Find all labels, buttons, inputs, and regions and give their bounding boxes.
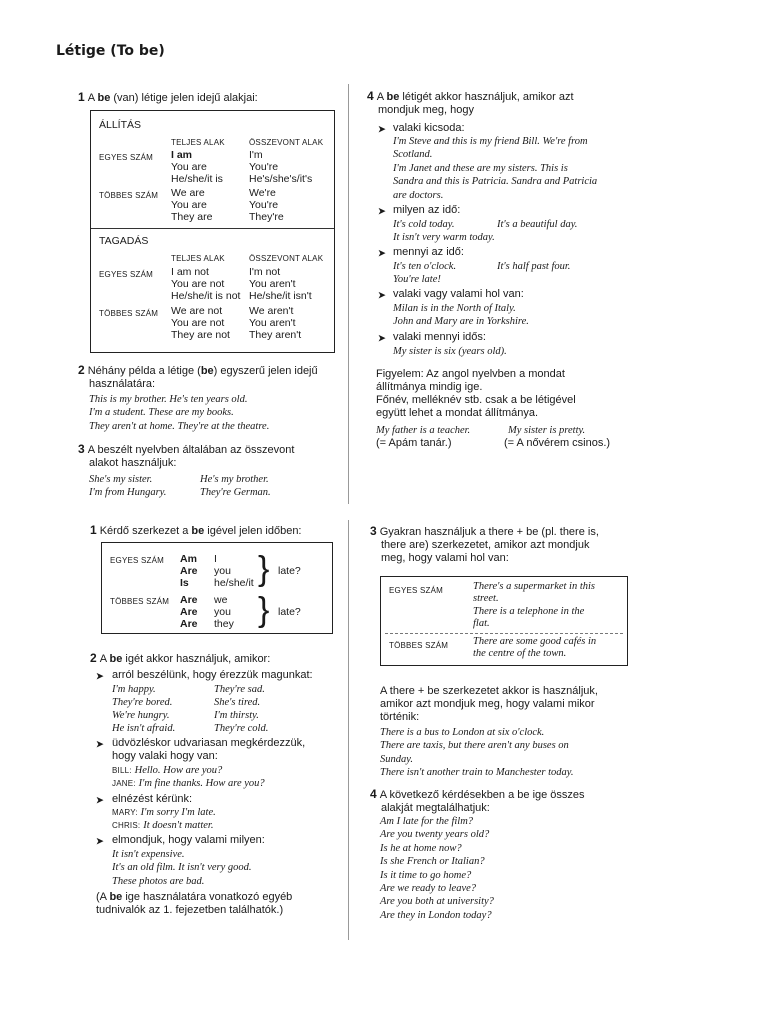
arrow-bullet-icon: ➤ bbox=[96, 836, 104, 846]
brace-icon: } bbox=[258, 591, 270, 629]
q2-dialog-mary: MARY: I'm sorry I'm late. bbox=[112, 807, 216, 818]
s4-b4: valaki vagy valami hol van: bbox=[393, 288, 524, 300]
q2-dialog-bill: BILL: Hello. How are you? bbox=[112, 765, 223, 776]
s4-b3-ex3: You're late! bbox=[393, 274, 441, 285]
section-1-heading: 1 A be (van) létige jelen idejű alakjai: bbox=[78, 90, 258, 104]
q3-t1b: the centre of the town. bbox=[473, 648, 567, 659]
neg-short-5: You aren't bbox=[249, 317, 296, 329]
question-section-3: 3 Gyakran használjuk a there + be (pl. there is, there are) szerkezetet, amikor azt mondjuk meg, hogy valami hol van: bbox=[370, 524, 599, 564]
table-divider bbox=[385, 633, 623, 634]
q1-plural-label: TÖBBES SZÁM bbox=[110, 597, 170, 606]
there-table bbox=[380, 576, 628, 666]
q2-b1-ex5: We're hungry. bbox=[112, 710, 170, 721]
arrow-bullet-icon: ➤ bbox=[378, 124, 386, 134]
question-section-4: 4 A következő kérdésekben a be ige összes alakját megtalálhatjuk: bbox=[370, 787, 585, 814]
q1-verb-4: Are bbox=[180, 594, 198, 606]
arrow-bullet-icon: ➤ bbox=[96, 795, 104, 805]
aff-short-4: We're bbox=[249, 187, 276, 199]
neg-short-4: We aren't bbox=[249, 305, 294, 317]
q2-b4-examples: It isn't expensive. It's an old film. It isn't very good. These photos are bad. bbox=[112, 849, 252, 887]
q2-b4: elmondjuk, hogy valami milyen: bbox=[112, 834, 265, 846]
q2-dialog-chris: CHRIS: It doesn't matter. bbox=[112, 820, 214, 831]
arrow-bullet-icon: ➤ bbox=[378, 290, 386, 300]
col-full-header-2: TELJES ALAK bbox=[171, 254, 225, 263]
affirmative-heading: ÁLLÍTÁS bbox=[99, 119, 142, 131]
s4-b3-ex1: It's ten o'clock. bbox=[393, 261, 457, 272]
figyelem-ex1: My father is a teacher. bbox=[376, 425, 471, 436]
negative-heading: TAGADÁS bbox=[99, 235, 149, 247]
neg-full-6: They are not bbox=[171, 329, 230, 341]
aff-short-5: You're bbox=[249, 199, 279, 211]
q1-verb-1: Am bbox=[180, 553, 197, 565]
section-3: 3 A beszélt nyelvben általában az összevont alakot használjuk: bbox=[78, 442, 295, 469]
neg-full-4: We are not bbox=[171, 305, 223, 317]
s4-b4-examples: Milan is in the North of Italy. John and Mary are in Yorkshire. bbox=[393, 303, 529, 328]
neg-short-3: He/she/it isn't bbox=[249, 290, 312, 302]
s4-b3-ex2: It's half past four. bbox=[497, 261, 571, 272]
note-figyelem: Figyelem: Az angol nyelvben a mondat állítmánya mindig ige. Főnév, melléknév stb. csak a be létigével együtt lehet a mondat állítmánya. bbox=[376, 368, 576, 419]
q1-verb-3: Is bbox=[180, 577, 189, 589]
s4-b2-ex2: It's a beautiful day. bbox=[497, 219, 578, 230]
q1-late-2: late? bbox=[278, 606, 301, 618]
aff-full-3: He/she/it is bbox=[171, 173, 223, 185]
q2-b1-ex4: She's tired. bbox=[214, 697, 261, 708]
q1-pron-3: he/she/it bbox=[214, 577, 254, 589]
col-short-header: ÖSSZEVONT ALAK bbox=[249, 138, 324, 147]
arrow-bullet-icon: ➤ bbox=[378, 206, 386, 216]
aff-full-5: You are bbox=[171, 199, 207, 211]
q1-verb-5: Are bbox=[180, 606, 198, 618]
q1-verb-2: Are bbox=[180, 565, 198, 577]
q2-b3: elnézést kérünk: bbox=[112, 793, 193, 805]
figyelem-tr1: (= Apám tanár.) bbox=[376, 437, 452, 449]
s4-b1-examples: I'm Steve and this is my friend Bill. We're from Scotland. I'm Janet and these are my sisters. This is Sandra and this is Patricia. Sandra and Patricia are doctors. bbox=[393, 136, 598, 201]
q1-singular-label: EGYES SZÁM bbox=[110, 556, 165, 565]
q2-b1-ex3: They're bored. bbox=[112, 697, 173, 708]
q3-singular-label: EGYES SZÁM bbox=[389, 586, 444, 595]
q2-dialog-jane: JANE: I'm fine thanks. How are you? bbox=[112, 778, 265, 789]
aff-short-1: I'm bbox=[249, 149, 263, 161]
arrow-bullet-icon: ➤ bbox=[378, 248, 386, 258]
s4-b5: valaki mennyi idős: bbox=[393, 331, 486, 343]
q1-late-1: late? bbox=[278, 565, 301, 577]
question-section-1: 1 Kérdő szerkezet a be igével jelen időben: bbox=[90, 523, 302, 537]
q1-pron-5: you bbox=[214, 606, 231, 618]
neg-full-5: You are not bbox=[171, 317, 225, 329]
column-divider-bottom bbox=[348, 520, 349, 940]
aff-short-3: He's/she's/it's bbox=[249, 173, 313, 185]
aff-full-6: They are bbox=[171, 211, 213, 223]
singular-label-2: EGYES SZÁM bbox=[99, 270, 154, 279]
col-full-header: TELJES ALAK bbox=[171, 138, 225, 147]
column-divider-top bbox=[348, 84, 349, 504]
aff-full-4: We are bbox=[171, 187, 205, 199]
aff-full-2: You are bbox=[171, 161, 207, 173]
s4-b2-ex3: It isn't very warm today. bbox=[393, 232, 495, 243]
q1-pron-4: we bbox=[214, 594, 228, 606]
q2-b1-ex7: He isn't afraid. bbox=[112, 723, 176, 734]
neg-full-3: He/she/it is not bbox=[171, 290, 241, 302]
plural-label: TÖBBES SZÁM bbox=[99, 191, 159, 200]
q2-b1: arról beszélünk, hogy érezzük magunkat: bbox=[112, 669, 313, 681]
s4-b2: milyen az idő: bbox=[393, 204, 461, 216]
s4-b1: valaki kicsoda: bbox=[393, 122, 465, 134]
s3-ex-1: She's my sister. bbox=[89, 474, 153, 485]
neg-full-1: I am not bbox=[171, 266, 209, 278]
q3-plural-label: TÖBBES SZÁM bbox=[389, 641, 449, 650]
figyelem-tr2: (= A nővérem csinos.) bbox=[504, 437, 611, 449]
there-examples: There is a bus to London at six o'clock. There are taxis, but there aren't any buses on Sunday. There isn't another train to Manchester today. bbox=[380, 727, 574, 779]
aff-short-2: You're bbox=[249, 161, 279, 173]
q3-t1: There are some good cafés in bbox=[473, 636, 597, 647]
q3-e1: There's a supermarket in this bbox=[473, 581, 596, 592]
col-short-header-2: ÖSSZEVONT ALAK bbox=[249, 254, 324, 263]
figyelem-ex2: My sister is pretty. bbox=[508, 425, 586, 436]
conjugation-table bbox=[90, 110, 335, 353]
arrow-bullet-icon: ➤ bbox=[378, 333, 386, 343]
singular-label: EGYES SZÁM bbox=[99, 153, 154, 162]
plural-label-2: TÖBBES SZÁM bbox=[99, 309, 159, 318]
aff-full-1: I am bbox=[171, 149, 193, 161]
s3-ex-4: They're German. bbox=[200, 487, 271, 498]
q2-b2: üdvözléskor udvariasan megkérdezzük, hogy valaki hogy van: bbox=[112, 737, 306, 762]
aff-short-6: They're bbox=[249, 211, 284, 223]
neg-short-1: I'm not bbox=[249, 266, 281, 278]
arrow-bullet-icon: ➤ bbox=[96, 671, 104, 681]
table-divider bbox=[91, 228, 334, 229]
q3-e1b: street. bbox=[473, 593, 499, 604]
neg-short-6: They aren't bbox=[249, 329, 302, 341]
neg-short-2: You aren't bbox=[249, 278, 296, 290]
q2-b1-ex6: I'm thirsty. bbox=[214, 710, 259, 721]
q3-e2: There is a telephone in the bbox=[473, 606, 585, 617]
section-2: 2 Néhány példa a létige (be) egyszerű jelen idejű használatára: This is my brother. He's ten years old. I'm a student. These are my books. They aren't at home. They're at the theatre. bbox=[78, 363, 318, 432]
q2-b1-ex2: They're sad. bbox=[214, 684, 265, 695]
question-table bbox=[101, 542, 333, 634]
q2-b1-ex1: I'm happy. bbox=[112, 684, 156, 695]
s3-ex-3: I'm from Hungary. bbox=[89, 487, 167, 498]
q1-pron-6: they bbox=[214, 618, 234, 630]
s4-b3: mennyi az idő: bbox=[393, 246, 464, 258]
section-4: 4 A be létigét akkor használjuk, amikor azt mondjuk meg, hogy bbox=[367, 89, 574, 116]
q1-pron-1: I bbox=[214, 553, 217, 565]
q4-examples: Am I late for the film? Are you twenty years old? Is he at home now? Is she French or Italian? Is it time to go home? Are we ready to leave? Are you both at university? Are they in London today? bbox=[380, 816, 494, 921]
s3-ex-2: He's my brother. bbox=[200, 474, 269, 485]
q2-b1-ex8: They're cold. bbox=[214, 723, 269, 734]
q2-note: (A be ige használatára vonatkozó egyéb tudnivalók az 1. fejezetben találhatók.) bbox=[96, 891, 293, 916]
question-section-2: 2 A be igét akkor használjuk, amikor: bbox=[90, 651, 271, 665]
s4-b5-ex1: My sister is six (years old). bbox=[393, 346, 507, 357]
q3-e2b: flat. bbox=[473, 618, 490, 629]
page-title: Létige (To be) bbox=[56, 43, 165, 59]
arrow-bullet-icon: ➤ bbox=[96, 739, 104, 749]
q1-pron-2: you bbox=[214, 565, 231, 577]
neg-full-2: You are not bbox=[171, 278, 225, 290]
there-time-section: A there + be szerkezetet akkor is használjuk, amikor azt mondjuk meg, hogy valami mikor történik: bbox=[380, 685, 598, 723]
brace-icon: } bbox=[258, 550, 270, 588]
q1-verb-6: Are bbox=[180, 618, 198, 630]
s4-b2-ex1: It's cold today. bbox=[393, 219, 455, 230]
